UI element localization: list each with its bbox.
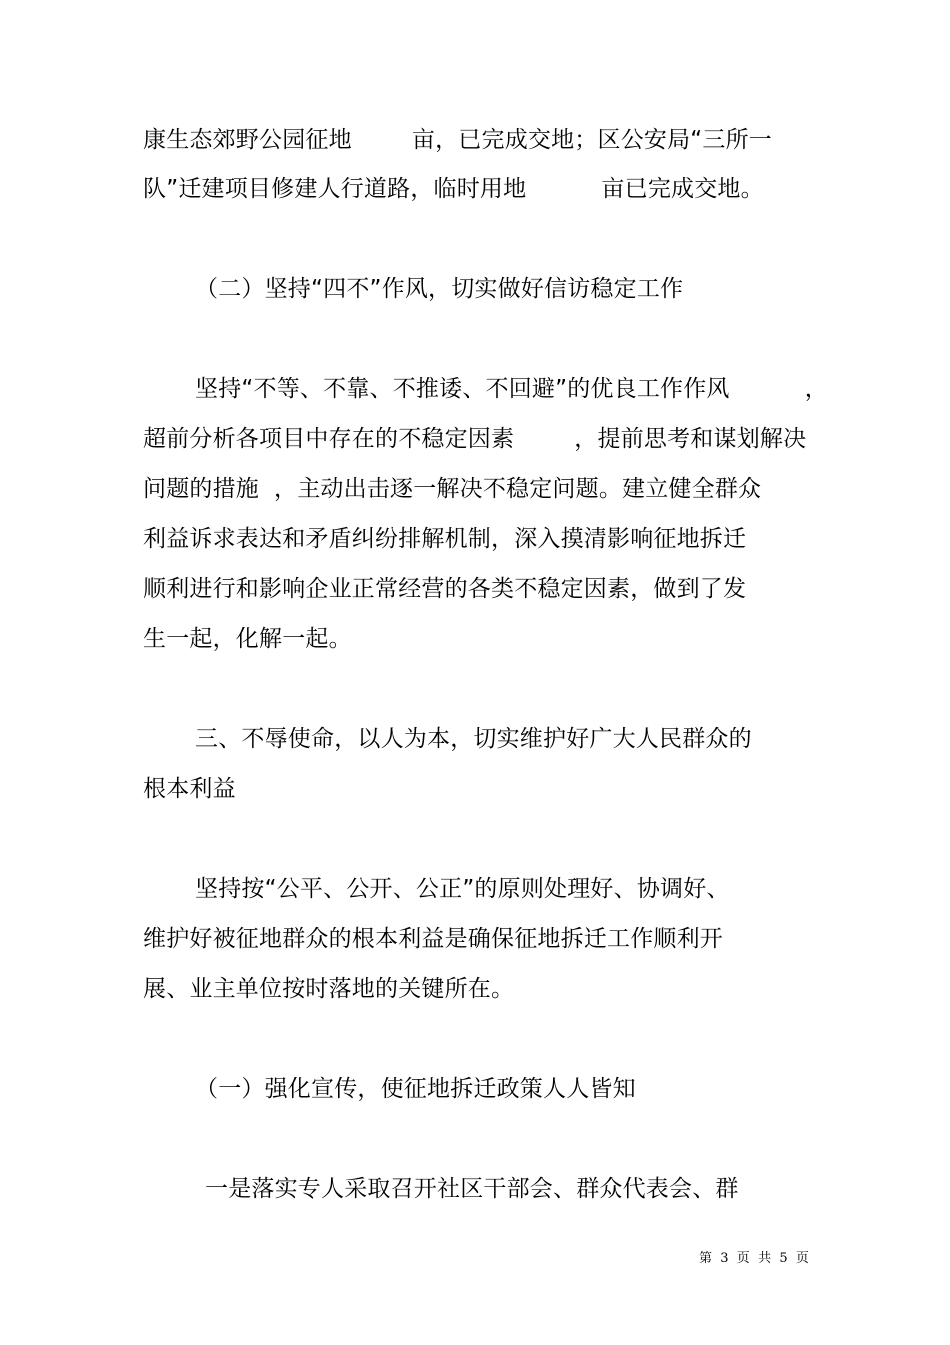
paragraph-line: 利益诉求表达和矛盾纠纷排解机制，深入摸清影响征地拆迁 [143, 526, 747, 552]
paragraph-line: 坚持“不等、不靠、不推诿、不回避”的优良工作作风 ， [195, 376, 828, 402]
paragraph-line: 超前分析各项目中存在的不稳定因素 ，提前思考和谋划解决 [143, 426, 807, 452]
section-heading: （二）坚持“四不”作风，切实做好信访稳定工作 [195, 276, 684, 302]
page-number: 第 3 页 共 5 页 [699, 1251, 809, 1266]
paragraph-line: 维护好被征地群众的根本利益是确保征地拆迁工作顺利开 [143, 926, 723, 952]
paragraph-line: 问题的措施 ，主动出击逐一解决不稳定问题。建立健全群众 [143, 476, 762, 502]
paragraph-line: 展、业主单位按时落地的关键所在。 [143, 976, 515, 1002]
paragraph-line: 康生态郊野公园征地 亩，已完成交地；区公安局“三所一 [143, 127, 773, 153]
paragraph-line: 队”迁建项目修建人行道路，临时用地 亩已完成交地。 [143, 176, 764, 202]
section-heading: （一）强化宣传，使征地拆迁政策人人皆知 [195, 1076, 636, 1102]
paragraph-line: 坚持按“公平、公开、公正”的原则处理好、协调好、 [195, 876, 730, 902]
paragraph-line: 一是落实专人采取召开社区干部会、群众代表会、群 [205, 1176, 739, 1202]
chapter-heading: 根本利益 [143, 776, 236, 802]
paragraph-line: 生一起，化解一起。 [143, 626, 352, 652]
paragraph-line: 顺利进行和影响企业正常经营的各类不稳定因素，做到了发 [143, 576, 747, 602]
chapter-heading: 三、不辱使命，以人为本，切实维护好广大人民群众的 [195, 726, 752, 752]
